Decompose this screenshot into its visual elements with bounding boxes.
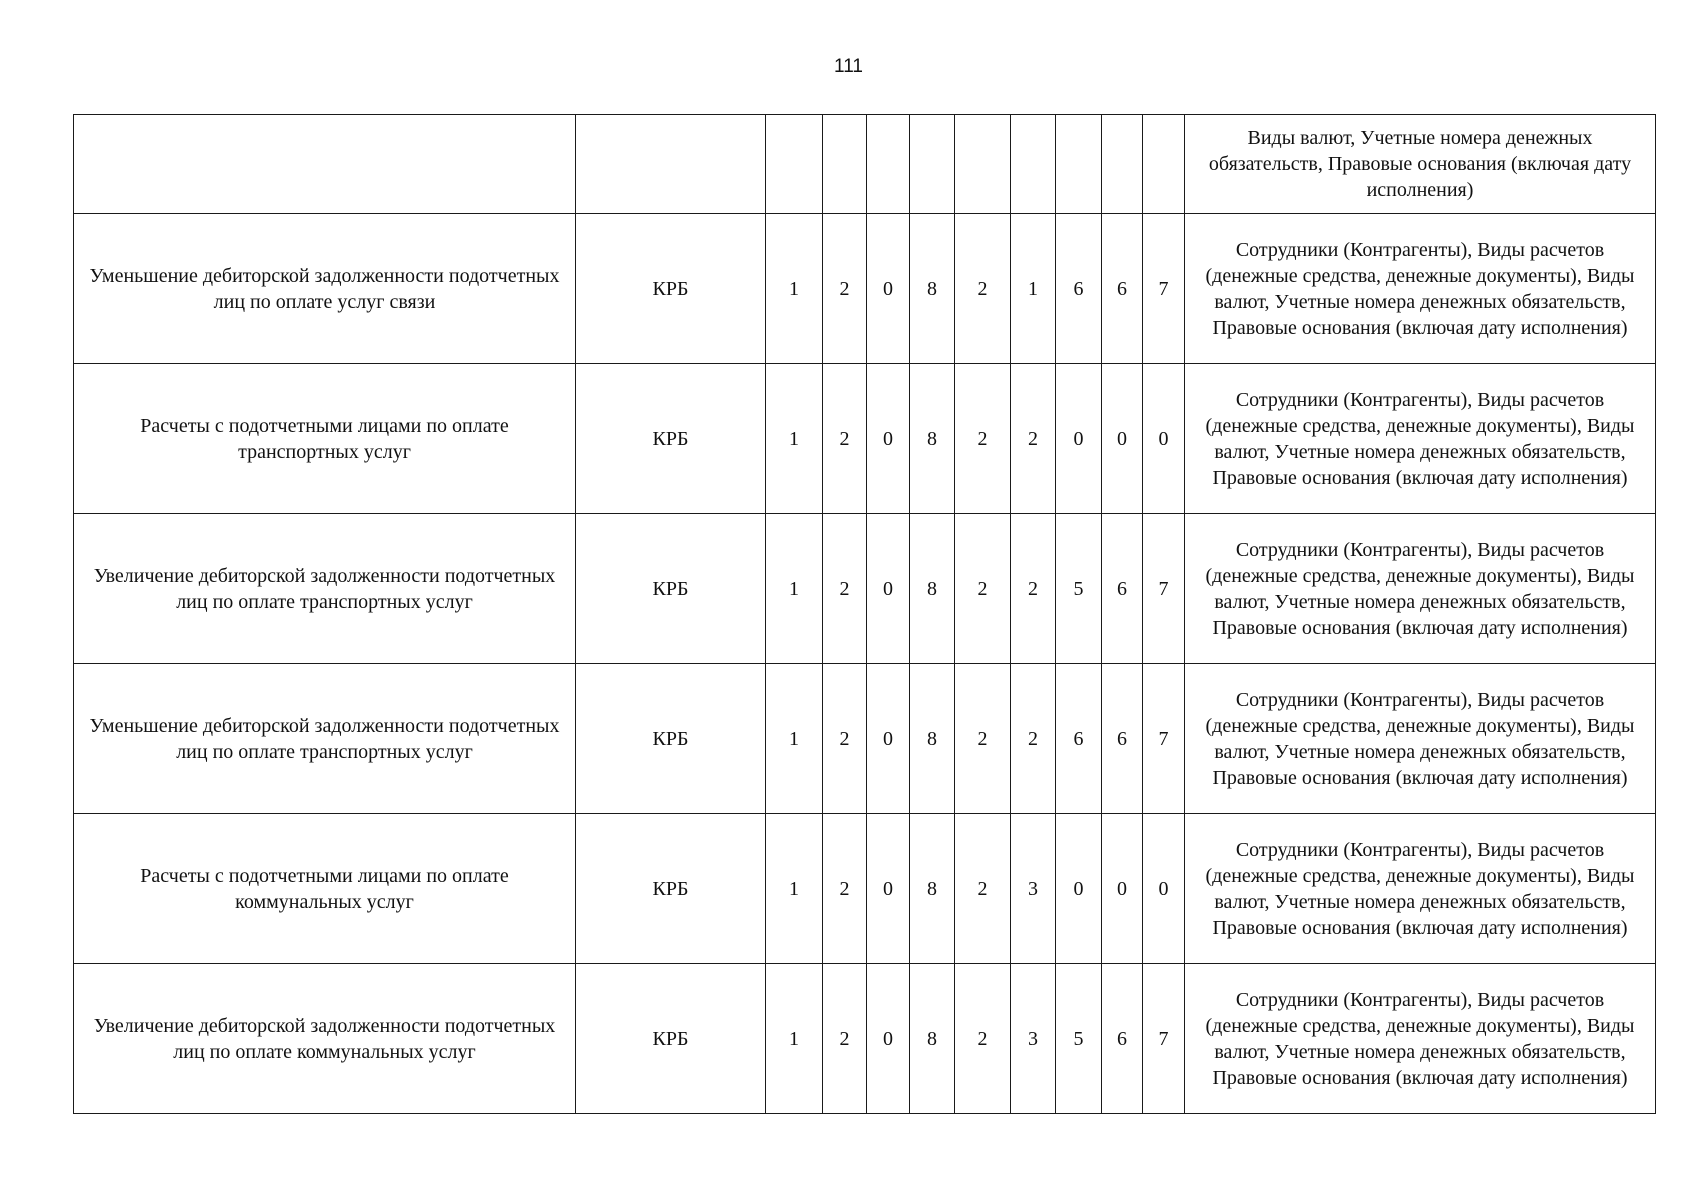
- account-name-cell: Увеличение дебиторской задолженности подотчетных лиц по оплате коммунальных услуг: [74, 964, 576, 1114]
- digit-cell: [955, 115, 1011, 214]
- digit-cell: [867, 115, 910, 214]
- digit-cell: [766, 115, 823, 214]
- digit-cell: 0: [1143, 814, 1185, 964]
- digit-cell: [910, 115, 955, 214]
- digit-cell: 1: [766, 664, 823, 814]
- digit-cell: 6: [1056, 214, 1102, 364]
- code-type-cell: КРБ: [576, 664, 766, 814]
- account-name-cell: Увеличение дебиторской задолженности подотчетных лиц по оплате транспортных услуг: [74, 514, 576, 664]
- account-name-cell: Расчеты с подотчетными лицами по оплате коммунальных услуг: [74, 814, 576, 964]
- digit-cell: 0: [1056, 814, 1102, 964]
- digit-cell: 7: [1143, 214, 1185, 364]
- digit-cell: 8: [910, 364, 955, 514]
- digit-cell: 2: [823, 814, 867, 964]
- digit-cell: 7: [1143, 964, 1185, 1114]
- digit-cell: 8: [910, 214, 955, 364]
- digit-cell: 7: [1143, 664, 1185, 814]
- digit-cell: 2: [955, 964, 1011, 1114]
- table-row: [74, 115, 1656, 214]
- table-row: [74, 514, 1656, 664]
- digit-cell: 2: [955, 364, 1011, 514]
- digit-cell: 0: [1102, 814, 1143, 964]
- digit-cell: 2: [823, 964, 867, 1114]
- digit-cell: 2: [955, 664, 1011, 814]
- digit-cell: 0: [867, 214, 910, 364]
- digit-cell: 5: [1056, 514, 1102, 664]
- table-row: [74, 664, 1656, 814]
- account-name-cell: Расчеты с подотчетными лицами по оплате транспортных услуг: [74, 364, 576, 514]
- code-type-cell: КРБ: [576, 514, 766, 664]
- code-type-cell: КРБ: [576, 214, 766, 364]
- digit-cell: 2: [823, 214, 867, 364]
- digit-cell: 5: [1056, 964, 1102, 1114]
- digit-cell: 8: [910, 814, 955, 964]
- table-row: [74, 214, 1656, 364]
- digit-cell: 2: [823, 514, 867, 664]
- analytics-cell: Сотрудники (Контрагенты), Виды расчетов (денежные средства, денежные документы), Виды валют, Учетные номера денежных обязательств, Правовые основания (включая дату исполнения): [1185, 964, 1656, 1114]
- digit-cell: [1102, 115, 1143, 214]
- digit-cell: 0: [867, 964, 910, 1114]
- analytics-cell: Сотрудники (Контрагенты), Виды расчетов (денежные средства, денежные документы), Виды валют, Учетные номера денежных обязательств, Правовые основания (включая дату исполнения): [1185, 514, 1656, 664]
- account-name-cell: Уменьшение дебиторской задолженности подотчетных лиц по оплате услуг связи: [74, 214, 576, 364]
- digit-cell: 2: [955, 214, 1011, 364]
- digit-cell: 2: [955, 814, 1011, 964]
- digit-cell: 0: [1143, 364, 1185, 514]
- digit-cell: 7: [1143, 514, 1185, 664]
- digit-cell: 1: [766, 964, 823, 1114]
- table-row: [74, 814, 1656, 964]
- code-type-cell: [576, 115, 766, 214]
- digit-cell: [1056, 115, 1102, 214]
- table-row: [74, 364, 1656, 514]
- analytics-cell: Сотрудники (Контрагенты), Виды расчетов (денежные средства, денежные документы), Виды валют, Учетные номера денежных обязательств, Правовые основания (включая дату исполнения): [1185, 814, 1656, 964]
- digit-cell: 2: [823, 364, 867, 514]
- digit-cell: 6: [1102, 214, 1143, 364]
- digit-cell: 2: [955, 514, 1011, 664]
- analytics-cell: Сотрудники (Контрагенты), Виды расчетов (денежные средства, денежные документы), Виды валют, Учетные номера денежных обязательств, Правовые основания (включая дату исполнения): [1185, 364, 1656, 514]
- digit-cell: 3: [1011, 814, 1056, 964]
- digit-cell: [1011, 115, 1056, 214]
- digit-cell: 8: [910, 514, 955, 664]
- digit-cell: 1: [766, 814, 823, 964]
- digit-cell: 2: [1011, 664, 1056, 814]
- digit-cell: 0: [1056, 364, 1102, 514]
- digit-cell: 2: [1011, 514, 1056, 664]
- digit-cell: 2: [1011, 364, 1056, 514]
- code-type-cell: КРБ: [576, 964, 766, 1114]
- digit-cell: 0: [1102, 364, 1143, 514]
- analytics-cell: Сотрудники (Контрагенты), Виды расчетов (денежные средства, денежные документы), Виды валют, Учетные номера денежных обязательств, Правовые основания (включая дату исполнения): [1185, 664, 1656, 814]
- code-type-cell: КРБ: [576, 364, 766, 514]
- digit-cell: [823, 115, 867, 214]
- digit-cell: [1143, 115, 1185, 214]
- digit-cell: 6: [1056, 664, 1102, 814]
- digit-cell: 1: [766, 364, 823, 514]
- account-name-cell: Уменьшение дебиторской задолженности подотчетных лиц по оплате транспортных услуг: [74, 664, 576, 814]
- analytics-cell: Сотрудники (Контрагенты), Виды расчетов (денежные средства, денежные документы), Виды валют, Учетные номера денежных обязательств, Правовые основания (включая дату исполнения): [1185, 214, 1656, 364]
- digit-cell: 6: [1102, 514, 1143, 664]
- digit-cell: 1: [766, 514, 823, 664]
- accounts-table: [73, 114, 1656, 1114]
- digit-cell: 1: [1011, 214, 1056, 364]
- analytics-cell: Виды валют, Учетные номера денежных обязательств, Правовые основания (включая дату исполнения): [1185, 115, 1656, 214]
- digit-cell: 8: [910, 664, 955, 814]
- digit-cell: 8: [910, 964, 955, 1114]
- digit-cell: 2: [823, 664, 867, 814]
- digit-cell: 0: [867, 664, 910, 814]
- digit-cell: 0: [867, 814, 910, 964]
- table-row: [74, 964, 1656, 1114]
- digit-cell: 1: [766, 214, 823, 364]
- digit-cell: 0: [867, 364, 910, 514]
- code-type-cell: КРБ: [576, 814, 766, 964]
- digit-cell: 6: [1102, 664, 1143, 814]
- digit-cell: 0: [867, 514, 910, 664]
- page-number: 111: [834, 56, 863, 77]
- digit-cell: 3: [1011, 964, 1056, 1114]
- digit-cell: 6: [1102, 964, 1143, 1114]
- account-name-cell: [74, 115, 576, 214]
